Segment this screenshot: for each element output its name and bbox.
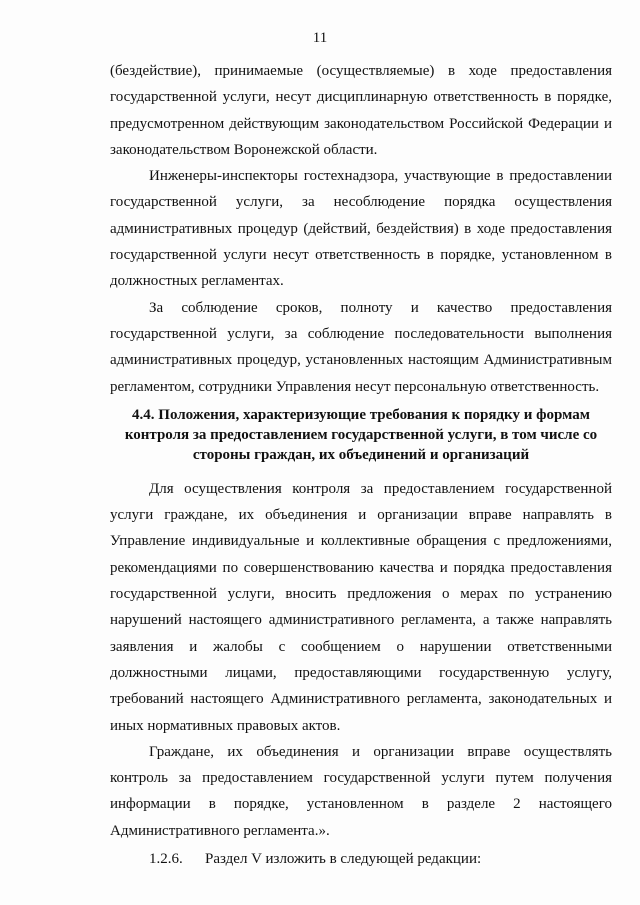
paragraph-responsibility-disciplinary: (бездействие), принимаемые (осуществляемые) в ходе предоставления государственной услуги, несут дисциплинарную ответственность в порядке, предусмотренном действующим законодательством Российской Федерации и законодательством Воронежской области. [110, 63, 612, 158]
page-number: 11 [312, 30, 328, 46]
amendment-number: 1.2.6. [149, 851, 183, 868]
section-heading-4-4: 4.4. Положения, характеризующие требования к порядку и формам контроля за предоставлением государственной услуги, в том числе со стороны граждан, их объединений и организаций [124, 406, 598, 463]
paragraph-staff-personal-responsibility: За соблюдение сроков, полноту и качество предоставления государственной услуги, за соблюдение последовательности выполнения административных процедур, установленных настоящим Административным регламентом, сотрудники Управления несут персональную ответственность. [110, 299, 612, 395]
document-body [110, 58, 612, 872]
paragraph-citizen-information: Граждане, их объединения и организации вправе осуществлять контроль за предоставлением государственной услуги путем получения информации в порядке, установленном в разделе 2 настоящего Административного регламента.». [110, 743, 612, 839]
paragraph-inspectors-responsibility: Инженеры-инспекторы гостехнадзора, участвующие в предоставлении государственной услуги, за несоблюдение порядка осуществления административных процедур (действий, бездействия) в ходе предоставления государственной услуги несут ответственность в порядке, установленном в должностных регламентах. [110, 168, 612, 290]
amendment-text: Раздел V изложить в следующей редакции: [205, 851, 482, 868]
amendment-line [110, 846, 612, 872]
paragraph-citizen-control: Для осуществления контроля за предоставлением государственной услуги граждане, их объединения и организации вправе направлять в Управление индивидуальные и коллективные обращения с предложениями, рекомендациями по совершенствованию качества и порядка предоставления государственной услуги, вносить предложения о мерах по устранению нарушений настоящего административного регламента, а также направлять заявления и жалобы с сообщением о нарушении ответственными должностными лицами, предоставляющими государственную услугу, требований настоящего Административного регламента, законодательных и иных нормативных правовых актов. [110, 480, 612, 734]
